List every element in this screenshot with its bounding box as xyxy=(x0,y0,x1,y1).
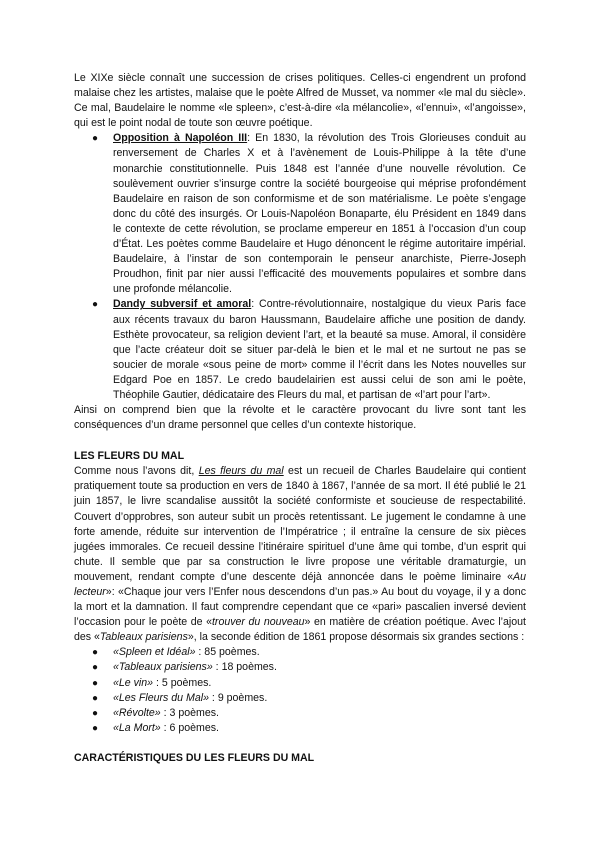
list-item xyxy=(92,645,526,660)
list-item xyxy=(92,721,526,736)
list-item xyxy=(92,691,526,706)
section-title-italic: Tableaux parisiens xyxy=(99,631,188,644)
bullet-dot-icon: ● xyxy=(92,707,99,719)
intro-paragraph: Le XIXe siècle connaît une succession de crises politiques. Celles-ci engendrent un profond malaise chez les artistes, malaise que le poète Alfred de Musset, va nommer «le mal du siècle». Ce mal, Baudelaire le nomme «le spleen», c’est-à-dire «la mélancolie», «l’ennui», «l’angoisse», qui est le point nodal de toute son œuvre poétique. xyxy=(74,72,526,130)
section-heading-fleurs: LES FLEURS DU MAL xyxy=(74,450,185,463)
section-name: «Tableaux parisiens» xyxy=(113,661,213,674)
sections-list xyxy=(74,645,526,736)
quote-italic: trouver du nouveau xyxy=(211,616,305,629)
section-count: : 3 poèmes. xyxy=(160,706,219,719)
conclusion-paragraph: Ainsi on comprend bien que la révolte et le caractère provocant du livre sont tant les conséquences d’un drame personnel que celles d’un contexte historique. xyxy=(74,404,526,432)
list-item xyxy=(92,660,526,675)
section-count: : 18 poèmes. xyxy=(212,661,277,674)
section-heading-caracteristiques: CARACTÉRISTIQUES DU LES FLEURS DU MAL xyxy=(74,751,315,764)
bullet-dandy xyxy=(92,297,526,403)
bullet-dot-icon: ● xyxy=(92,722,99,734)
bullet-lead: Opposition à Napoléon III xyxy=(113,132,248,145)
section-count: : 9 poèmes. xyxy=(208,691,268,704)
text-run: Comme nous l’avons dit, xyxy=(74,465,199,478)
bullet-lead: Dandy subversif et amoral xyxy=(113,298,252,311)
poem-title: Au lecteur xyxy=(74,570,526,598)
bullet-text: : Contre-révolutionnaire, nostalgique du vieux Paris face aux récents travaux du baron Haussmann, Baudelaire affiche une position de dandy. Esthète provocateur, sa religion devient l’art, et la beauté sa muse. Amoral, il considère que l’acte créateur doit se situer par-delà le bien et le mal et ne surtout ne pas se soucier de morale «sous peine de mort» comme il l’écrit dans les Notes nouvelles sur Edgard Poe en 1857. Le credo baudelairien est aussi celui de son ami le poète, Théophile Gautier, dédicataire des Fleurs du mal, et partisan de «l’art pour l’art». xyxy=(113,298,526,401)
book-title: Les fleurs du mal xyxy=(198,465,284,478)
section-name: «La Mort» xyxy=(113,721,161,734)
text-run: »: «Chaque jour vers l’Enfer nous descendons d’un pas.» Au bout du voyage, il y a donc la mort et la damnation. Il faut comprendre cependant que ce «pari» pascalien inversé devient l’occasion pour le poète de « xyxy=(74,586,526,629)
bullet-dot-icon: ● xyxy=(92,133,99,145)
section-name: «Le vin» xyxy=(113,676,154,689)
section-count: : 5 poèmes. xyxy=(153,676,212,689)
section-name: «Spleen et Idéal» xyxy=(113,646,196,659)
bullet-napoleon xyxy=(92,131,526,297)
text-run: est un recueil de Charles Baudelaire qui contient pratiquement toute sa production en vers de 1840 à 1867, l’année de sa mort. Il été publié le 21 juin 1857, le livre scandalise aussitôt la société conformiste et soucieuse de respectabilité. Couvert d’opprobres, son auteur subit un procès retentissant. Le jugement le condamne à une forte amende, réduite sur intervention de l’Impératrice ; il entraîne la censure de six pièces jugées immorales. Ce recueil dessine l’itinéraire spirituel d’une âme qui tombe, d’un esprit qui chute. Il semble que par sa construction le livre propose une véritable dramaturgie, un mouvement, rendant compte d’une descente déjà annoncée dans le poème liminaire « xyxy=(74,465,527,583)
section-name: «Révolte» xyxy=(113,706,161,719)
bullet-dot-icon: ● xyxy=(92,299,99,311)
bullet-text: : En 1830, la révolution des Trois Glorieuses conduit au renversement de Charles X et à l’avènement de Louis-Philippe à la tête d’une monarchie constitutionnelle. Puis 1848 est l’année d’une nouvelle révolution. Ce soulèvement ouvrier s’insurge contre la société bourgeoise qui méprise profondément Baudelaire en raison de son conformisme et de son matérialisme. Le poète s’engage donc du côté des insurgés. Or Louis-Napoléon Bonaparte, élu Président en 1849 dans le contexte de cette révolution, se proclame empereur en 1851 à l’occasion d’un coup d’État. Les poètes comme Baudelaire et Hugo dénoncent le régime autoritaire impérial. Baudelaire, à l’instar de son contemporain le penseur anarchiste, Pierre-Joseph Proudhon, finit par nier aussi l’efficacité des mouvements populaires et sombre dans une profonde mélancolie. xyxy=(113,132,526,296)
section-count: : 6 poèmes. xyxy=(160,721,219,734)
section-count: : 85 poèmes. xyxy=(195,646,260,659)
list-item xyxy=(92,676,526,691)
text-run: », la seconde édition de 1861 propose désormais six grandes sections : xyxy=(187,631,525,644)
list-item xyxy=(92,706,526,721)
bullet-dot-icon: ● xyxy=(92,662,99,674)
section-name: «Les Fleurs du Mal» xyxy=(113,691,209,704)
bullet-dot-icon: ● xyxy=(92,692,99,704)
context-bullet-list xyxy=(74,131,526,403)
bullet-dot-icon: ● xyxy=(92,647,99,659)
text-run: » en matière de création poétique. Avec l’ajout des « xyxy=(74,616,527,644)
bullet-dot-icon: ● xyxy=(92,677,99,689)
fleurs-paragraph xyxy=(74,464,526,645)
